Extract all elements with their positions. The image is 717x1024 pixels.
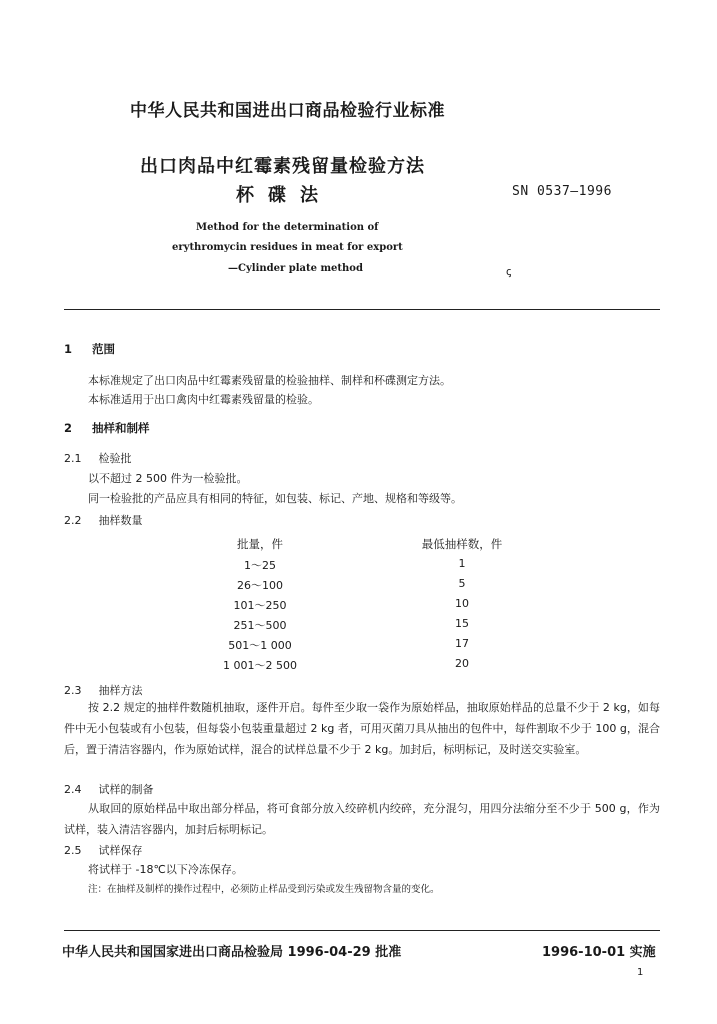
table-row-1-batch: 1～25: [244, 559, 276, 572]
section-2-number: 2: [64, 421, 73, 435]
section-2-3-heading: [64, 682, 143, 698]
table-row-6-samples: 20: [455, 657, 469, 670]
section-2-1-paragraph-2: 同一检验批的产品应具有相同的特征，如包装、标记、产地、规格和等级等。: [88, 492, 462, 505]
section-2-3-title: 抽样方法: [98, 684, 143, 697]
scan-mark: ꞔ: [506, 265, 512, 278]
section-2-4-number: 2.4: [64, 783, 82, 796]
section-2-3-number: 2.3: [64, 684, 82, 697]
table-header-min-samples: 最低抽样数，件: [421, 537, 503, 551]
section-2-1-heading: [64, 450, 132, 466]
table-row-4-batch: 251～500: [233, 619, 287, 632]
section-2-5-paragraph: 将试样于 -18℃以下冷冻保存。: [88, 863, 243, 876]
section-2-heading: [64, 420, 150, 436]
section-2-4-paragraph: 从取回的原始样品中取出部分样品，将可食部分放入绞碎机内绞碎，充分混匀，用四分法缩分至不少于 500 g，作为试样，装入清洁容器内，加封后标明标记。: [64, 802, 660, 836]
table-row-1-samples: 1: [458, 557, 466, 570]
header-divider: [64, 309, 660, 310]
section-2-3-paragraph: 按 2.2 规定的抽样件数随机抽取，逐件开启。每件至少取一袋作为原始样品，抽取原始样品的总量不少于 2 kg，如每件中无小包装或有小包装，但每袋小包装重量超过 2 kg 者，可用灭菌刀具从抽出的包件中，每件割取不少于 100 g，混合后，置于清洁容器内，作为原始试样，混合的试样总量不少于 2 kg。加封后，标明标记，及时送交实验室。: [64, 701, 660, 756]
standard-code: SN 0537—1996: [512, 184, 612, 199]
table-row-2-batch: 26～100: [237, 579, 283, 592]
section-2-2-number: 2.2: [64, 514, 82, 527]
section-1-title: 范围: [92, 342, 116, 356]
table-row-3-batch: 101～250: [233, 599, 287, 612]
section-2-2-heading: [64, 512, 143, 528]
implementation-date: 1996-10-01 实施: [542, 945, 656, 960]
document-subtitle-cn: 杯碟法: [236, 185, 332, 206]
industry-standard-label: 中华人民共和国进出口商品检验行业标准: [130, 101, 445, 121]
section-1-number: 1: [64, 342, 73, 356]
section-2-5-title: 试样保存: [98, 844, 143, 857]
table-row-2-samples: 5: [458, 577, 466, 590]
section-2-2-title: 抽样数量: [98, 514, 143, 527]
document-title-cn: 出口肉品中红霉素残留量检验方法: [140, 156, 425, 177]
section-2-4-title: 试样的制备: [98, 783, 154, 796]
table-row-3-samples: 10: [455, 597, 469, 610]
section-2-1-paragraph-1: 以不超过 2 500 件为一检验批。: [88, 472, 248, 485]
note-text: 注：在抽样及制样的操作过程中，必须防止样品受到污染或发生残留物含量的变化。: [88, 884, 440, 895]
section-2-5-heading: [64, 842, 143, 858]
page-number: 1: [637, 967, 644, 978]
document-title-en-line-3: —Cylinder plate method: [228, 263, 363, 274]
approval-statement: 中华人民共和国国家进出口商品检验局 1996-04-29 批准: [62, 945, 402, 960]
section-2-1-title: 检验批: [98, 452, 132, 465]
table-row-5-samples: 17: [455, 637, 469, 650]
section-2-title: 抽样和制样: [92, 421, 150, 435]
section-1-paragraph-2: 本标准适用于出口禽肉中红霉素残留量的检验。: [88, 393, 319, 406]
table-header-batch: 批量，件: [237, 537, 283, 551]
document-title-en-line-1: Method for the determination of: [196, 222, 379, 233]
section-2-1-number: 2.1: [64, 452, 82, 465]
footer-divider: [64, 930, 660, 931]
section-1-paragraph-1: 本标准规定了出口肉品中红霉素残留量的检验抽样、制样和杯碟测定方法。: [88, 374, 451, 387]
document-title-en-line-2: erythromycin residues in meat for export: [172, 242, 403, 253]
table-row-6-batch: 1 001～2 500: [223, 659, 297, 672]
section-2-5-number: 2.5: [64, 844, 82, 857]
table-row-4-samples: 15: [455, 617, 469, 630]
section-2-4-heading: [64, 781, 154, 797]
table-row-5-batch: 501～1 000: [228, 639, 292, 652]
section-1-heading: [64, 341, 115, 357]
